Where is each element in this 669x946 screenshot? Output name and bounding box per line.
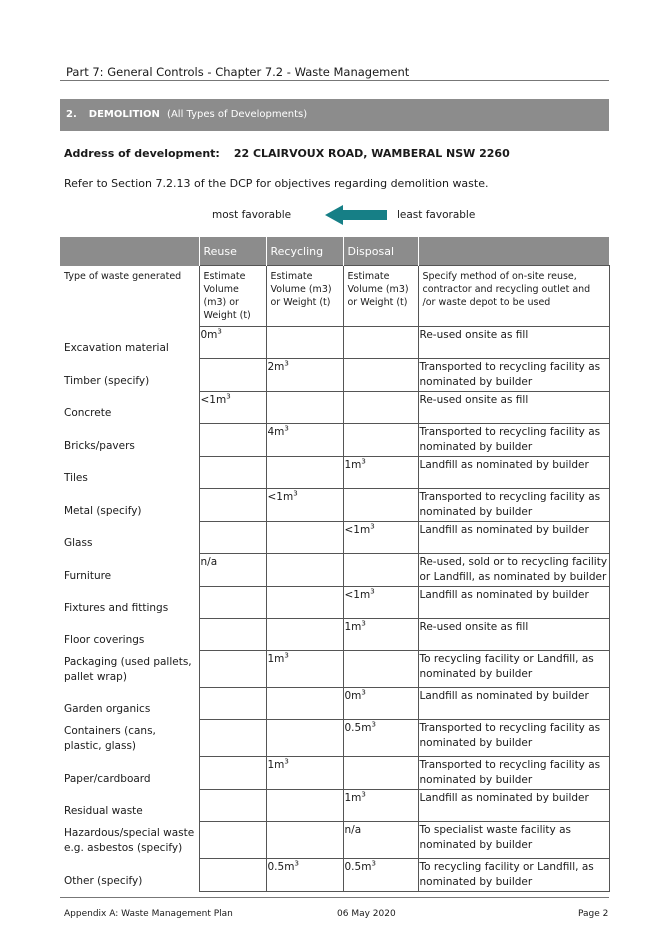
disposal-unit-exponent: 3 [361,688,366,697]
waste-type: Excavation material [64,341,169,354]
reuse-value: <1m [200,394,227,406]
waste-type: Glass [64,536,93,549]
table-row [60,424,609,457]
reuse-cell [199,489,266,522]
disposal-unit-exponent: 3 [371,859,376,868]
disposal-value: 0.5m [344,861,372,873]
disposal-cell [343,457,418,489]
method-cell: Landfill as nominated by builder [418,688,609,720]
table-row [60,720,609,757]
method-cell: Re-used onsite as fill [418,327,609,359]
recycling-value: <1m [267,491,294,503]
disposal-unit-exponent: 3 [361,790,366,799]
waste-type: Concrete [64,406,112,419]
disposal-unit-exponent: 3 [371,720,376,729]
method-cell: Landfill as nominated by builder [418,457,609,489]
reuse-value: 0m [200,329,218,341]
recycling-value: 4m [267,426,285,438]
disposal-cell [343,790,418,822]
method-cell: Transported to recycling facility as nominated by builder [418,359,609,392]
recycling-cell [266,859,343,892]
disposal-value: n/a [344,824,362,836]
recycling-value: 1m [267,759,285,771]
recycling-cell [266,489,343,522]
arrow-left-icon [325,205,387,225]
subheader-disposal: Estimate Volume (m3) or Weight (t) [343,266,418,327]
header-reuse: Reuse [199,237,266,266]
section-band [60,99,609,131]
recycling-unit-exponent: 3 [284,757,289,766]
subheader-recycling: Estimate Volume (m3) or Weight (t) [266,266,343,327]
method-cell: Landfill as nominated by builder [418,587,609,619]
reuse-cell [199,720,266,757]
subheader-type: Type of waste generated [64,270,182,282]
subheader-method: Specify method of on-site reuse, contractor and recycling outlet and /or waste depot to be used [418,266,609,327]
waste-type: Residual waste [64,804,143,817]
waste-type: Floor coverings [64,633,145,646]
waste-type: Furniture [64,569,112,582]
reuse-cell [199,554,266,587]
recycling-cell [266,619,343,651]
recycling-unit-exponent: 3 [284,424,289,433]
method-cell: Landfill as nominated by builder [418,790,609,822]
address-value: 22 CLAIRVOUX ROAD, WAMBERAL NSW 2260 [233,147,510,160]
table-row [60,651,609,688]
method-cell: Re-used onsite as fill [418,619,609,651]
disposal-unit-exponent: 3 [370,587,375,596]
address-label: Address of development: [64,147,220,160]
reuse-cell [199,457,266,489]
reuse-cell [199,757,266,790]
recycling-cell [266,554,343,587]
table-header-row [60,237,609,266]
least-favorable-label: least favorable [397,209,476,221]
page-header: Part 7: General Controls - Chapter 7.2 - Waste Management [66,65,410,79]
disposal-cell [343,424,418,457]
table-row [60,822,609,859]
most-favorable-label: most favorable [212,209,292,221]
table-subheader-row [60,266,609,327]
recycling-value: 2m [267,361,285,373]
waste-type: Bricks/pavers [64,439,135,452]
disposal-cell [343,651,418,688]
table-row [60,587,609,619]
waste-type: Fixtures and fittings [64,601,169,614]
footer-page: Page 2 [578,909,609,919]
recycling-unit-exponent: 3 [284,359,289,368]
waste-type: Timber (specify) [64,374,150,387]
disposal-cell [343,392,418,424]
waste-type: Packaging (used pallets, pallet wrap) [64,655,192,683]
table-row [60,859,609,892]
section-title: DEMOLITION [88,109,160,120]
recycling-cell [266,392,343,424]
recycling-unit-exponent: 3 [284,651,289,660]
disposal-cell [343,522,418,554]
disposal-value: <1m [344,589,371,601]
method-cell: Transported to recycling facility as nominated by builder [418,720,609,757]
method-cell: Transported to recycling facility as nominated by builder [418,757,609,790]
recycling-value: 1m [267,653,285,665]
disposal-cell [343,554,418,587]
recycling-unit-exponent: 3 [293,489,298,498]
disposal-value: 1m [344,621,362,633]
table-row [60,359,609,392]
reuse-cell [199,522,266,554]
disposal-value: 0m [344,690,362,702]
footer-divider [60,897,609,898]
disposal-cell [343,720,418,757]
table-row [60,457,609,489]
table-row [60,489,609,522]
section-number: 2. [66,109,77,120]
reuse-cell [199,327,266,359]
recycling-cell [266,327,343,359]
refer-text: Refer to Section 7.2.13 of the DCP for objectives regarding demolition waste. [64,177,489,190]
disposal-cell [343,327,418,359]
subheader-reuse: Estimate Volume (m3) or Weight (t) [199,266,266,327]
reuse-unit-exponent: 3 [217,327,222,336]
reuse-cell [199,688,266,720]
address-line [64,147,510,160]
footer-date: 06 May 2020 [337,909,396,919]
recycling-cell [266,587,343,619]
reuse-cell [199,359,266,392]
section-heading [66,109,307,120]
reuse-value: n/a [200,556,218,568]
recycling-value: 0.5m [267,861,295,873]
method-cell: Re-used, sold or to recycling facility or Landfill, as nominated by builder [418,554,609,587]
method-cell: Transported to recycling facility as nominated by builder [418,489,609,522]
disposal-value: <1m [344,524,371,536]
recycling-cell [266,720,343,757]
table-row [60,554,609,587]
reuse-cell [199,822,266,859]
recycling-cell [266,359,343,392]
disposal-cell [343,688,418,720]
header-method [418,237,609,266]
method-cell: To recycling facility or Landfill, as nominated by builder [418,651,609,688]
recycling-unit-exponent: 3 [294,859,299,868]
reuse-cell [199,790,266,822]
method-cell: To specialist waste facility as nominated by builder [418,822,609,859]
disposal-value: 1m [344,792,362,804]
method-cell: Transported to recycling facility as nominated by builder [418,424,609,457]
disposal-cell [343,619,418,651]
disposal-unit-exponent: 3 [361,619,366,628]
header-disposal: Disposal [343,237,418,266]
table-row [60,522,609,554]
disposal-cell [343,489,418,522]
recycling-cell [266,424,343,457]
footer-left: Appendix A: Waste Management Plan [64,909,233,919]
reuse-cell [199,619,266,651]
disposal-unit-exponent: 3 [370,522,375,531]
waste-type: Paper/cardboard [64,772,151,785]
header-divider [60,80,609,81]
table-row [60,688,609,720]
header-recycling: Recycling [266,237,343,266]
waste-type: Garden organics [64,702,151,715]
method-cell: Re-used onsite as fill [418,392,609,424]
recycling-cell [266,688,343,720]
method-cell: Landfill as nominated by builder [418,522,609,554]
waste-type: Tiles [64,471,88,484]
recycling-cell [266,822,343,859]
reuse-cell [199,424,266,457]
disposal-unit-exponent: 3 [361,457,366,466]
waste-table [60,237,610,892]
reuse-cell [199,392,266,424]
section-subtitle: (All Types of Developments) [167,109,308,120]
disposal-cell [343,587,418,619]
waste-type: Other (specify) [64,874,143,887]
header-blank [60,237,199,266]
waste-type: Containers (cans, plastic, glass) [64,724,156,752]
disposal-cell [343,859,418,892]
recycling-cell [266,522,343,554]
disposal-value: 0.5m [344,722,372,734]
waste-type: Metal (specify) [64,504,142,517]
disposal-cell [343,757,418,790]
recycling-cell [266,790,343,822]
reuse-cell [199,651,266,688]
method-cell: To recycling facility or Landfill, as nominated by builder [418,859,609,892]
disposal-cell [343,359,418,392]
table-row [60,327,609,359]
reuse-unit-exponent: 3 [226,392,231,401]
table-row [60,392,609,424]
disposal-cell [343,822,418,859]
recycling-cell [266,651,343,688]
recycling-cell [266,757,343,790]
waste-type: Hazardous/special waste e.g. asbestos (specify) [64,826,195,854]
reuse-cell [199,859,266,892]
recycling-cell [266,457,343,489]
table-row [60,757,609,790]
table-row [60,619,609,651]
disposal-value: 1m [344,459,362,471]
table-row [60,790,609,822]
reuse-cell [199,587,266,619]
